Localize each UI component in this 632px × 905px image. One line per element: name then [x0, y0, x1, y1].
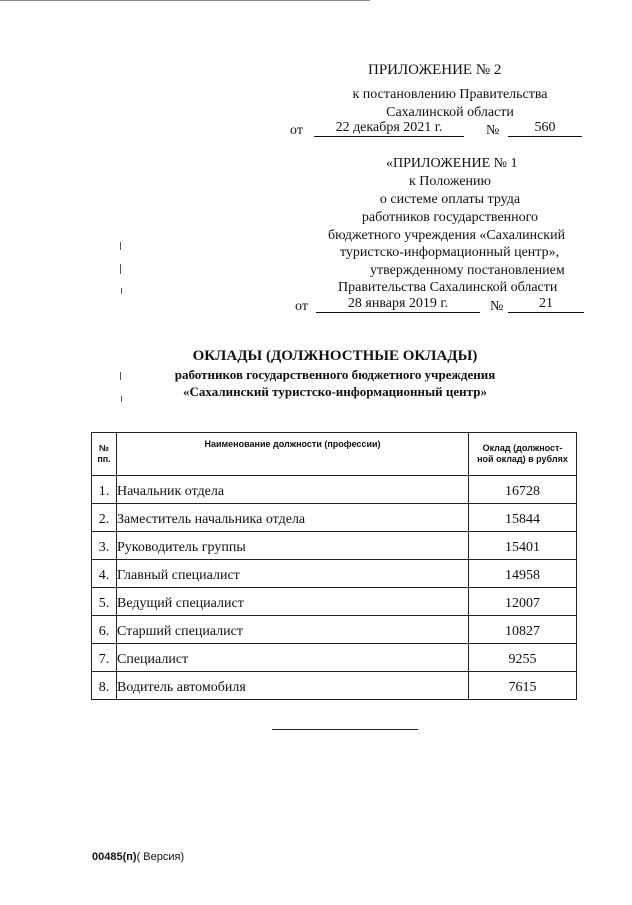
appendix-2-title: ПРИЛОЖЕНИЕ № 2 — [368, 62, 502, 78]
footer-doc-code: 00485(п) — [92, 851, 137, 863]
row-position: Ведущий специалист — [117, 588, 469, 616]
number-label-2: № — [490, 299, 504, 314]
closing-divider — [272, 729, 418, 730]
table-row — [92, 588, 577, 616]
footer-code — [92, 851, 184, 863]
row-number: 5. — [92, 588, 117, 616]
appendix-1-line: работников государственного — [361, 210, 539, 225]
document-subtitle-2: «Сахалинский туристско-информационный центр» — [183, 384, 487, 399]
resolution-number: 560 — [508, 120, 582, 137]
table-row — [92, 532, 577, 560]
header-salary-line1: Оклад (должност- — [482, 443, 563, 453]
from-label: от — [290, 123, 303, 138]
header-num-line1: № — [98, 443, 110, 453]
row-position: Специалист — [117, 644, 469, 672]
document-title: ОКЛАДЫ (ДОЛЖНОСТНЫЕ ОКЛАДЫ) — [192, 348, 478, 364]
row-salary: 7615 — [469, 672, 577, 700]
header-position: Наименование должности (профессии) — [117, 433, 469, 476]
resolution-date: 22 декабря 2021 г. — [314, 120, 464, 137]
appendix-1-number: 21 — [508, 296, 584, 313]
row-number: 4. — [92, 560, 117, 588]
header-num — [92, 433, 117, 476]
appendix-1-title: «ПРИЛОЖЕНИЕ № 1 — [386, 156, 518, 171]
row-salary: 15844 — [469, 504, 577, 532]
row-number: 3. — [92, 532, 117, 560]
table-row — [92, 672, 577, 700]
row-position: Старший специалист — [117, 616, 469, 644]
scan-top-edge-line — [0, 0, 370, 1]
header-salary — [469, 433, 577, 476]
row-salary: 14958 — [469, 560, 577, 588]
appendix-1-line: бюджетного учреждения «Сахалинский — [328, 228, 566, 243]
appendix-2-line1: к постановлению Правительства — [352, 87, 548, 102]
header-salary-line2: ной оклад) в рублях — [477, 454, 568, 464]
row-position: Главный специалист — [117, 560, 469, 588]
appendix-1-line: утвержденному постановлением — [370, 263, 565, 278]
number-label: № — [486, 123, 500, 138]
row-position: Водитель автомобиля — [117, 672, 469, 700]
table-row — [92, 616, 577, 644]
appendix-1-date: 28 января 2019 г. — [316, 296, 480, 313]
table-row — [92, 644, 577, 672]
appendix-1-line: Правительства Сахалинской области — [338, 280, 558, 295]
header-num-line2: пп. — [97, 454, 111, 464]
row-salary: 9255 — [469, 644, 577, 672]
row-position: Заместитель начальника отдела — [117, 504, 469, 532]
row-number: 2. — [92, 504, 117, 532]
table-header-row — [92, 433, 577, 476]
table-row — [92, 504, 577, 532]
table-row — [92, 476, 577, 504]
row-number: 8. — [92, 672, 117, 700]
row-number: 7. — [92, 644, 117, 672]
row-number: 1. — [92, 476, 117, 504]
from-label-2: от — [295, 299, 308, 314]
appendix-1-line: к Положению — [408, 174, 491, 189]
table-row — [92, 560, 577, 588]
appendix-2-line2: Сахалинской области — [386, 105, 514, 120]
document-subtitle-1: работников государственного бюджетного учреждения — [174, 367, 496, 382]
row-salary: 12007 — [469, 588, 577, 616]
row-position: Руководитель группы — [117, 532, 469, 560]
appendix-1-line: о системе оплаты труда — [379, 192, 521, 207]
row-salary: 16728 — [469, 476, 577, 504]
row-salary: 15401 — [469, 532, 577, 560]
footer-version: ( Версия) — [136, 851, 185, 863]
row-number: 6. — [92, 616, 117, 644]
row-salary: 10827 — [469, 616, 577, 644]
salary-table — [91, 432, 577, 700]
row-position: Начальник отдела — [117, 476, 469, 504]
appendix-1-line: туристско-информационный центр», — [340, 245, 560, 260]
